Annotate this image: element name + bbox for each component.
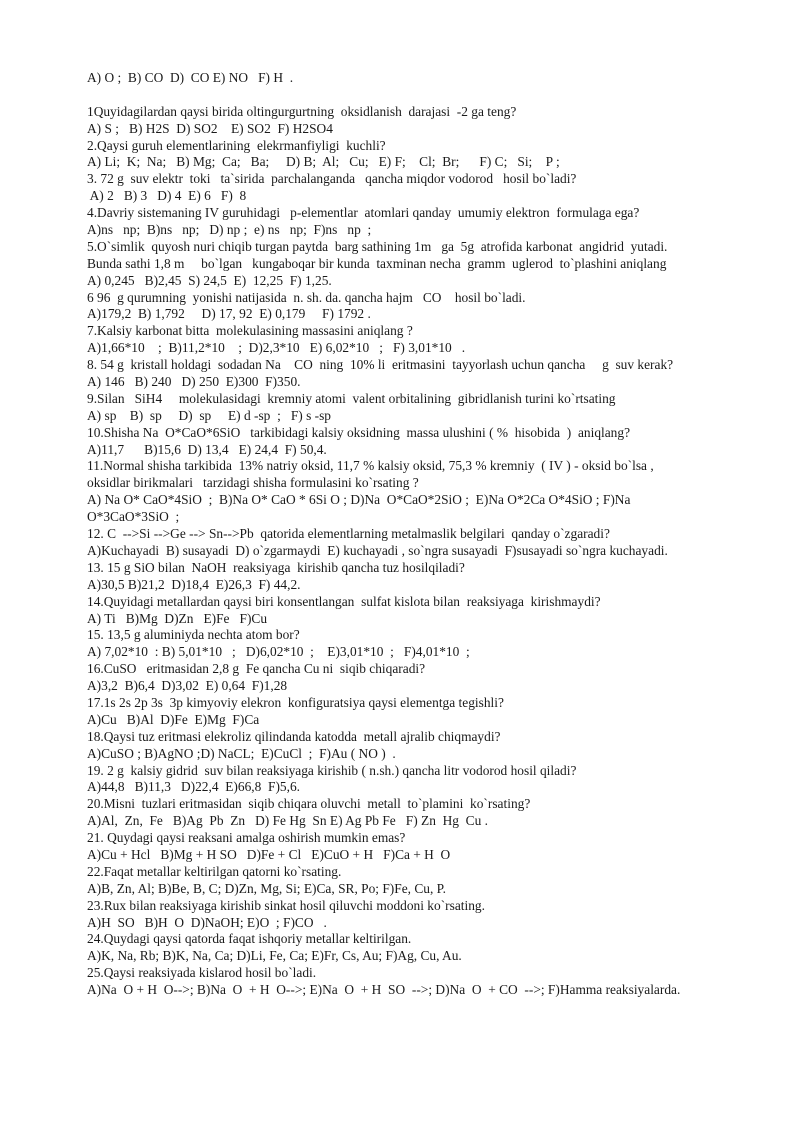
answers-7: A)1,66*10 ; B)11,2*10 ; D)2,3*10 E) 6,02*10 ; F) 3,01*10 . [87, 340, 466, 356]
question-18: 18.Qaysi tuz eritmasi elekroliz qilindanda katodda metall ajralib chiqmaydi? [87, 728, 501, 744]
question-22: 22.Faqat metallar keltirilgan qatorni ko`rsating. [87, 863, 342, 879]
question-20: 20.Misni tuzlari eritmasidan siqib chiqara oluvchi metall to`plamini ko`rsating? [87, 796, 531, 812]
answers-1: A) S ; B) H2S D) SO2 E) SO2 F) H2SO4 [87, 120, 333, 136]
answers-17: A)Cu B)Al D)Fe E)Mg F)Ca [87, 711, 260, 727]
question-1: 1Quyidagilardan qaysi birida oltingurgurtning oksidlanish darajasi -2 ga teng? [87, 103, 517, 119]
answers-22: A)B, Zn, Al; B)Be, B, C; D)Zn, Mg, Si; E)Ca, SR, Po; F)Fe, Cu, P. [87, 880, 446, 896]
answers-15: A) 7,02*10 : B) 5,01*10 ; D)6,02*10 ; E)3,01*10 ; F)4,01*10 ; [87, 644, 470, 660]
question-19: 19. 2 g kalsiy gidrid suv bilan reaksiyaga kirishib ( n.sh.) qancha litr vodorod hosil qiladi? [87, 762, 577, 778]
question-23: 23.Rux bilan reaksiyaga kirishib sinkat hosil qiluvchi moddoni ko`rsating. [87, 897, 485, 913]
answers-8: A) 146 B) 240 D) 250 E)300 F)350. [87, 374, 301, 390]
question-11: 11.Normal shisha tarkibida 13% natriy oksid, 11,7 % kalsiy oksid, 75,3 % kremniy ( IV ) - oksid bo`lsa , [87, 458, 654, 474]
answers-25: A)Na O + H O-->; B)Na O + H O-->; E)Na O + H SO -->; D)Na O + CO -->; F)Hamma reaksiyalarda. [87, 982, 681, 998]
question-24: 24.Quydagi qaysi qatorda faqat ishqoriy metallar keltirilgan. [87, 931, 412, 947]
question-9: 9.Silan SiH4 molekulasidagi kremniy atomi valent orbitalining gibridlanish turini ko`rtsating [87, 390, 616, 406]
question-17: 17.1s 2s 2p 3s 3p kimyoviy elekron konfiguratsiya qaysi elementga tegishli? [87, 694, 504, 710]
answers-19: A)44,8 B)11,3 D)22,4 E)66,8 F)5,6. [87, 779, 300, 795]
question-7: 7.Kalsiy karbonat bitta molekulasining massasini aniqlang ? [87, 323, 413, 339]
question-2: 2.Qaysi guruh elementlarining elekrmanfiyligi kuchli? [87, 137, 386, 153]
answers-16: A)3,2 B)6,4 D)3,02 E) 0,64 F)1,28 [87, 678, 288, 694]
answers-5: A) 0,245 B)2,45 S) 24,5 E) 12,25 F) 1,25. [87, 272, 332, 288]
text-line: A) O ; B) CO D) CO E) NO F) H . [87, 70, 294, 85]
answers-14: A) Ti B)Mg D)Zn E)Fe F)Cu [87, 610, 268, 626]
question-6: 6 96 g qurumning yonishi natijasida n. sh. da. qancha hajm CO hosil bo`ladi. [87, 289, 526, 305]
question-4: 4.Davriy sistemaning IV guruhidagi p-elementlar atomlari qanday umumiy elektron formulaga ega? [87, 205, 640, 221]
question-11-cont: oksidlar birikmalari tarzidagi shisha formulasini ko`rsating ? [87, 475, 419, 491]
answers-2: A) Li; K; Na; B) Mg; Ca; Ba; D) B; Al; Cu; E) F; Cl; Br; F) C; Si; P ; [87, 154, 560, 170]
question-5: 5.O`simlik quyosh nuri chiqib turgan paytda barg sathining 1m ga 5g atrofida karbonat angidrid yutadi. [87, 238, 668, 254]
answers-11: A) Na O* CaO*4SiO ; B)Na O* CaO * 6Si O ; D)Na O*CaO*2SiO ; E)Na O*2Ca O*4SiO ; F)Na [87, 492, 631, 508]
question-12: 12. C -->Si -->Ge --> Sn-->Pb qatorida elementlarning metalmaslik belgilari qanday o`zgaradi? [87, 526, 610, 542]
question-8: 8. 54 g kristall holdagi sodadan Na CO ning 10% li eritmasini tayyorlash uchun qancha g suv kerak? [87, 357, 674, 373]
answers-10: A)11,7 B)15,6 D) 13,4 E) 24,4 F) 50,4. [87, 441, 327, 457]
answers-9: A) sp B) sp D) sp E) d -sp ; F) s -sp [87, 407, 332, 423]
document-page [87, 70, 767, 999]
answers-18: A)CuSO ; B)AgNO ;D) NaCL; E)CuCl ; F)Au ( NO ) . [87, 745, 396, 761]
text-line [87, 87, 767, 104]
answers-4: A)ns np; B)ns np; D) np ; e) ns np; F)ns np ; [87, 222, 372, 238]
answers-13: A)30,5 B)21,2 D)18,4 E)26,3 F) 44,2. [87, 576, 301, 592]
question-15: 15. 13,5 g aluminiyda nechta atom bor? [87, 627, 300, 643]
answers-24: A)K, Na, Rb; B)K, Na, Ca; D)Li, Fe, Ca; E)Fr, Cs, Au; F)Ag, Cu, Au. [87, 948, 462, 964]
question-3: 3. 72 g suv elektr toki ta`sirida parchalanganda qancha miqdor vodorod hosil bo`ladi? [87, 171, 577, 187]
answers-20: A)Al, Zn, Fe B)Ag Pb Zn D) Fe Hg Sn E) Ag Pb Fe F) Zn Hg Cu . [87, 813, 488, 829]
answers-21: A)Cu + Hcl B)Mg + H SO D)Fe + Cl E)CuO + H F)Ca + H O [87, 846, 451, 862]
question-5-cont: Bunda sathi 1,8 m bo`lgan kungaboqar bir kunda taxminan necha gramm uglerod to`plashini aniqlang [87, 255, 667, 271]
question-21: 21. Quydagi qaysi reaksani amalga oshirish mumkin emas? [87, 830, 406, 846]
answers-3: A) 2 B) 3 D) 4 E) 6 F) 8 [87, 188, 247, 204]
answers-6: A)179,2 B) 1,792 D) 17, 92 E) 0,179 F) 1792 . [87, 306, 371, 322]
question-14: 14.Quyidagi metallardan qaysi biri konsentlangan sulfat kislota bilan reaksiyaga kirishmaydi? [87, 593, 601, 609]
answers-11-cont: O*3CaO*3SiO ; [87, 509, 180, 525]
question-13: 13. 15 g SiO bilan NaOH reaksiyaga kirishib qancha tuz hosilqiladi? [87, 559, 465, 575]
question-25: 25.Qaysi reaksiyada kislarod hosil bo`ladi. [87, 965, 317, 981]
question-16: 16.CuSO eritmasidan 2,8 g Fe qancha Cu ni siqib chiqaradi? [87, 661, 426, 677]
question-10: 10.Shisha Na O*CaO*6SiO tarkibidagi kalsiy oksidning massa ulushini ( % hisobida ) aniqlang? [87, 424, 631, 440]
answers-12: A)Kuchayadi B) susayadi D) o`zgarmaydi E) kuchayadi , so`ngra susayadi F)susayadi so`ngra kuchayadi. [87, 542, 668, 558]
answers-23: A)H SO B)H O D)NaOH; E)O ; F)CO . [87, 914, 327, 930]
